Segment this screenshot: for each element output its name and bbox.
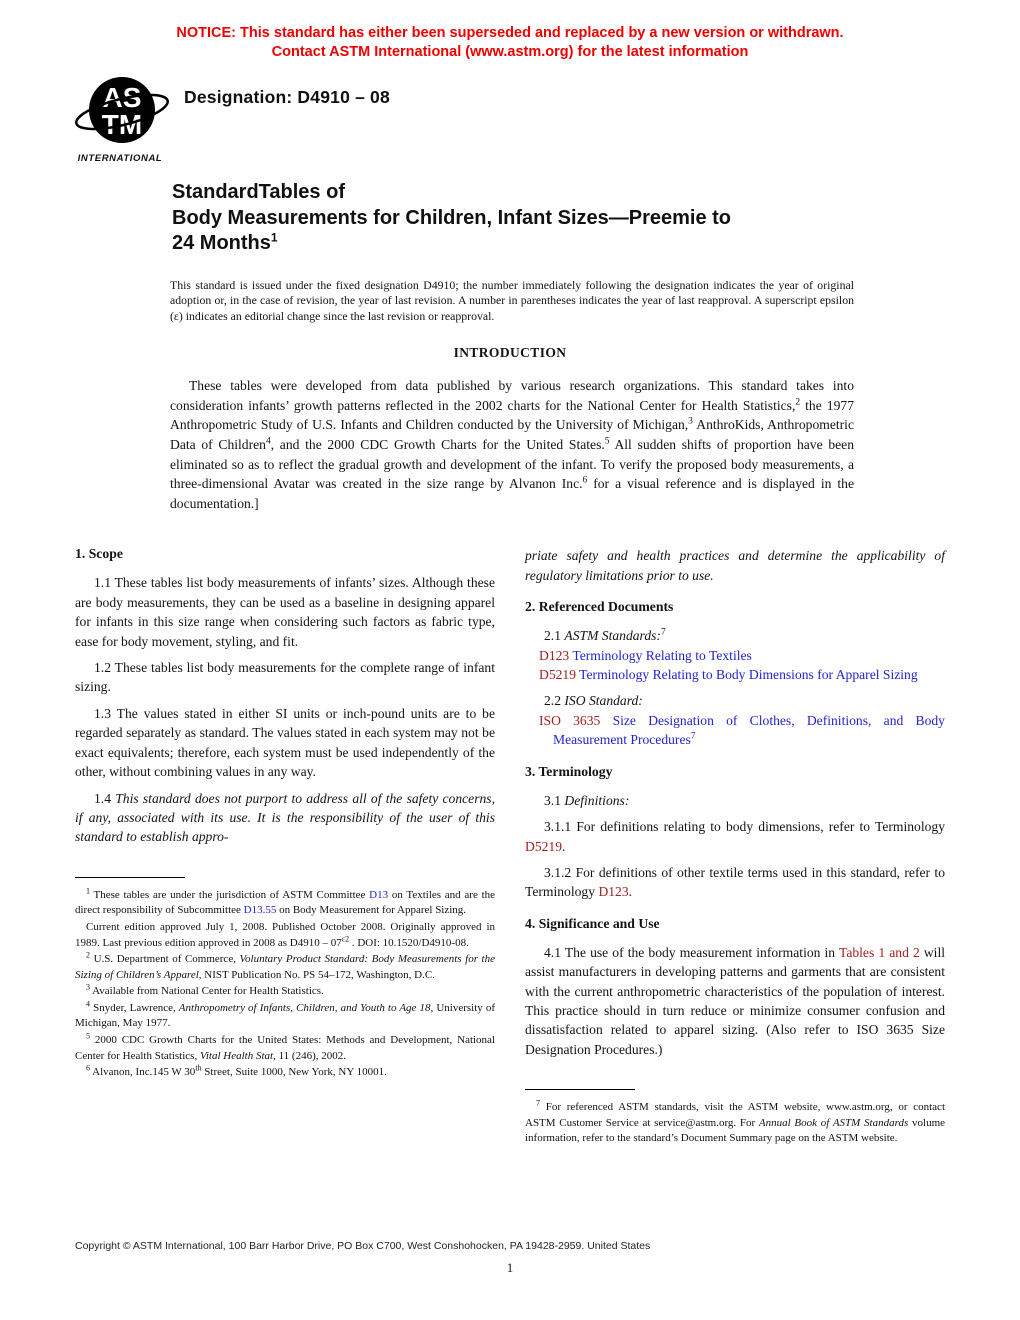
clause-4-1-text-a: 4.1 The use of the body measurement information in [544, 944, 839, 960]
footnote-6 [75, 1065, 495, 1081]
clause-3-1-label: Definitions: [564, 792, 630, 808]
footnote-4 [75, 1001, 495, 1032]
footnote-2-text-b: , NIST Publication No. PS 54–172, Washington, D.C. [198, 968, 435, 981]
footnote-1-text-c: on Body Measurement for Apparel Sizing. [276, 904, 467, 917]
footnote-4-text-a: Snyder, Lawrence, [90, 1001, 179, 1014]
footnote-5-text-b: , 11 (246), 2002. [273, 1049, 346, 1062]
footnote-4-marker: 4 [86, 999, 90, 1009]
clause-2-2-label: ISO Standard: [564, 693, 643, 709]
d5219-title-link[interactable]: Terminology Relating to Body Dimensions for Apparel Sizing [579, 667, 918, 683]
clause-4-1 [525, 943, 945, 1059]
footnote-7-text-a: For referenced ASTM standards, visit the ASTM website, www.astm.org, or contact ASTM Customer Service at service@astm.org. For [525, 1101, 945, 1129]
clause-2-2 [525, 691, 945, 710]
clause-1-4-continuation [525, 546, 945, 585]
footnote-7-title: Annual Book of ASTM Standards [758, 1116, 909, 1129]
footnote-4-text-b: , University of Michigan, May 1977. [75, 1001, 495, 1030]
intro-seg-2: the 1977 Anthropometric Study of U.S. Infants and Children conducted by the University of Michigan, [170, 397, 854, 433]
ref-d5219 [539, 665, 945, 684]
clause-3-1-2-text-a: 3.1.2 For definitions of other textile terms used in this standard, refer to Terminology [525, 864, 945, 900]
footnote-ref-5: 5 [604, 436, 610, 447]
footnote-5 [75, 1033, 495, 1064]
clause-3-1-1-text-a: 3.1.1 For definitions relating to body dimensions, refer to Terminology [544, 819, 945, 835]
astm-logo [68, 74, 172, 164]
intro-seg-3: AnthroKids, Anthropometric Data of Children [170, 417, 854, 453]
section-1-heading: 1. Scope [75, 546, 123, 562]
clause-2-1-number: 2.1 [544, 628, 561, 644]
header [68, 74, 1020, 164]
iso-3635-title-link[interactable]: Size Designation of Clothes, Definitions, and Body Measurement Procedures [553, 712, 945, 748]
footnote-7-text-b: volume information, refer to the standard’s Document Summary page on the ASTM website. [525, 1116, 946, 1145]
clause-4-1-text-b: will assist manufacturers in developing patterns and garments that are consistent with the current anthropometric characteristics of the population of interest. This practice should in turn reduce or minimize consumer confusion and dissatisfaction related to apparel sizing. (Also refer to ISO 3635 Size Designation Procedures.) [525, 944, 946, 1057]
footnote-ref-7a: 7 [660, 627, 666, 638]
d5219-designation-link[interactable]: D5219 [539, 667, 577, 683]
d123-designation-link[interactable]: D123 [539, 647, 570, 663]
title-line-1: StandardTables of [172, 181, 345, 203]
footnote-ref-4: 4 [265, 436, 271, 447]
section-2-heading: 2. Referenced Documents [525, 599, 674, 615]
introduction-paragraph [170, 376, 854, 513]
section-3-heading: 3. Terminology [525, 763, 613, 779]
copyright-line: Copyright © ASTM International, 100 Barr Harbor Drive, PO Box C700, West Conshohocken, PA 19428-2959. United States [75, 1240, 651, 1252]
tables-1-and-2-link[interactable]: Tables 1 and 2 [838, 944, 920, 960]
clause-3-1-1 [525, 817, 945, 856]
clause-1-4-number: 1.4 [94, 790, 111, 806]
right-footnote-divider [525, 1089, 635, 1090]
footnote-1 [75, 888, 495, 919]
footnote-2 [75, 952, 495, 983]
astm-logo-icon [70, 74, 170, 152]
notice-line-2: Contact ASTM International (www.astm.org) for the latest information [271, 43, 749, 60]
ref-d123 [539, 646, 945, 665]
ref-iso-3635 [539, 711, 945, 750]
document-title [172, 180, 872, 257]
footnote-6-text-b: Street, Suite 1000, New York, NY 10001. [201, 1066, 387, 1079]
clause-1-2: 1.2 These tables list body measurements for the complete range of infant sizing. [75, 660, 495, 695]
footnote-5-title: Vital Health Stat [199, 1049, 274, 1062]
clause-2-2-number: 2.2 [544, 693, 561, 709]
footnote-6-text-a: Alvanon, Inc.145 W 30 [90, 1066, 196, 1079]
clause-1-1: 1.1 These tables list body measurements of infants’ sizes. Although these are body measurements, they can be used as a baseline in designing apparel for infants in this size range when considering such factors as fabric type, ease for body movement, styling, and fit. [75, 575, 495, 649]
page-number: 1 [506, 1261, 514, 1275]
edition-epsilon-sup: ε2 [341, 933, 350, 943]
footnote-2-text-a: U.S. Department of Commerce, [90, 953, 240, 966]
title-line-2: Body Measurements for Children, Infant Sizes—Preemie to [172, 206, 732, 229]
subcommittee-d13-55-link[interactable]: D13.55 [243, 904, 277, 917]
d123-reference-link[interactable]: D123 [598, 884, 629, 900]
left-footnotes [75, 887, 495, 1081]
clause-2-1 [525, 626, 945, 645]
logo-international-label: INTERNATIONAL [77, 153, 163, 164]
footnote-6-marker: 6 [86, 1063, 90, 1073]
footnote-ref-6: 6 [582, 475, 588, 486]
clause-1-3: 1.3 The values stated in either SI units or inch-pound units are to be regarded separately as standard. The values stated in each system may not be exact equivalents; therefore, each system must be used independently of the other, without combining values in any way. [75, 705, 495, 780]
clause-1-4-continuation-text: priate safety and health practices and determine the applicability of regulatory limitations prior to use. [525, 548, 945, 583]
issue-note: This standard is issued under the fixed designation D4910; the number immediately following the designation indicates the year of original adoption or, in the case of revision, the year of last revision. A number in parentheses indicates the year of last reapproval. A superscript epsilon (ε) indicates an editorial change since the last revision or reapproval. [170, 277, 854, 323]
clause-2-1-label: ASTM Standards: [564, 628, 661, 644]
edition-note-text-b: . DOI: 10.1520/D4910-08. [349, 936, 469, 949]
footnote-3-text: Available from National Center for Health Statistics. [90, 985, 324, 998]
left-footnote-divider [75, 877, 185, 878]
footnote-3-marker: 3 [86, 982, 90, 992]
section-4-heading: 4. Significance and Use [525, 915, 660, 931]
footnote-ref-7b: 7 [690, 731, 696, 742]
committee-d13-link[interactable]: D13 [369, 888, 389, 901]
footnote-4-title: Anthropometry of Infants, Children, and Youth to Age 18 [178, 1001, 431, 1014]
logo-letters-top: AS [102, 82, 142, 113]
left-column [75, 546, 495, 1147]
title-footnote-ref: 1 [270, 230, 278, 245]
notice-line-1: NOTICE: This standard has either been superseded and replaced by a new version or withdrawn. [176, 25, 844, 41]
d123-title-link[interactable]: Terminology Relating to Textiles [572, 647, 752, 663]
footnote-ref-3: 3 [688, 416, 693, 427]
clause-1-4 [75, 789, 495, 847]
supersession-notice [0, 24, 1020, 61]
footnote-7-marker: 7 [536, 1098, 540, 1108]
clause-3-1-1-text-b: . [562, 838, 566, 854]
footnote-6-ordinal: th [195, 1063, 202, 1073]
footnote-1-text-a: These tables are under the jurisdiction of ASTM Committee [90, 888, 370, 901]
intro-seg-5: All sudden shifts of proportion have been eliminated so as to reflect the gradual growth and development of the infant. To verify the proposed body measurements, a three-dimensional Avatar was created in the size range by Alvanon Inc. [170, 437, 854, 492]
iso-3635-designation-link[interactable]: ISO 3635 [539, 712, 601, 728]
designation-label: Designation: D4910 – 08 [184, 87, 390, 107]
intro-seg-4: , and the 2000 CDC Growth Charts for the United States. [270, 437, 605, 453]
edition-note-text-a: Current edition approved July 1, 2008. Published October 2008. Originally approved in 1989. Last previous edition approved in 2008 as D4910 – 07 [75, 920, 495, 949]
logo-letters-bottom: TM [101, 109, 143, 140]
d5219-reference-link[interactable]: D5219 [525, 838, 563, 854]
footnote-5-marker: 5 [86, 1031, 90, 1041]
footnote-1-text-b: on Textiles and are the direct responsibility of Subcommittee [75, 888, 496, 917]
footnote-1-marker: 1 [86, 886, 90, 896]
introduction-heading: INTRODUCTION [453, 345, 567, 361]
footnote-3 [75, 984, 495, 1000]
two-column-body [75, 546, 945, 1147]
clause-3-1-number: 3.1 [544, 792, 561, 808]
footnote-ref-2: 2 [795, 397, 801, 408]
title-line-3: 24 Months [172, 232, 271, 254]
edition-note [75, 920, 495, 951]
clause-3-1 [525, 791, 945, 810]
right-column [525, 546, 945, 1147]
clause-1-4-text: This standard does not purport to address all of the safety concerns, if any, associated with its use. It is the responsibility of the user of this standard to establish appro- [75, 790, 495, 845]
intro-seg-6: for a visual reference and is displayed in the documentation.] [170, 476, 854, 511]
footnote-2-marker: 2 [86, 950, 90, 960]
intro-seg-1: These tables were developed from data published by various research organizations. This standard takes into consideration infants’ growth patterns reflected in the 2002 charts for the National Center for Health Statistics, [170, 378, 854, 413]
footnote-2-title: Voluntary Product Standard: Body Measurements for the Sizing of Children’s Apparel [75, 953, 495, 981]
clause-3-1-2-text-b: . [628, 884, 633, 900]
footnote-5-text-a: 2000 CDC Growth Charts for the United States: Methods and Development, National Center for Health Statistics, [75, 1034, 495, 1062]
footnote-7 [525, 1100, 945, 1147]
right-footnotes [525, 1099, 945, 1147]
clause-3-1-2 [525, 863, 945, 902]
